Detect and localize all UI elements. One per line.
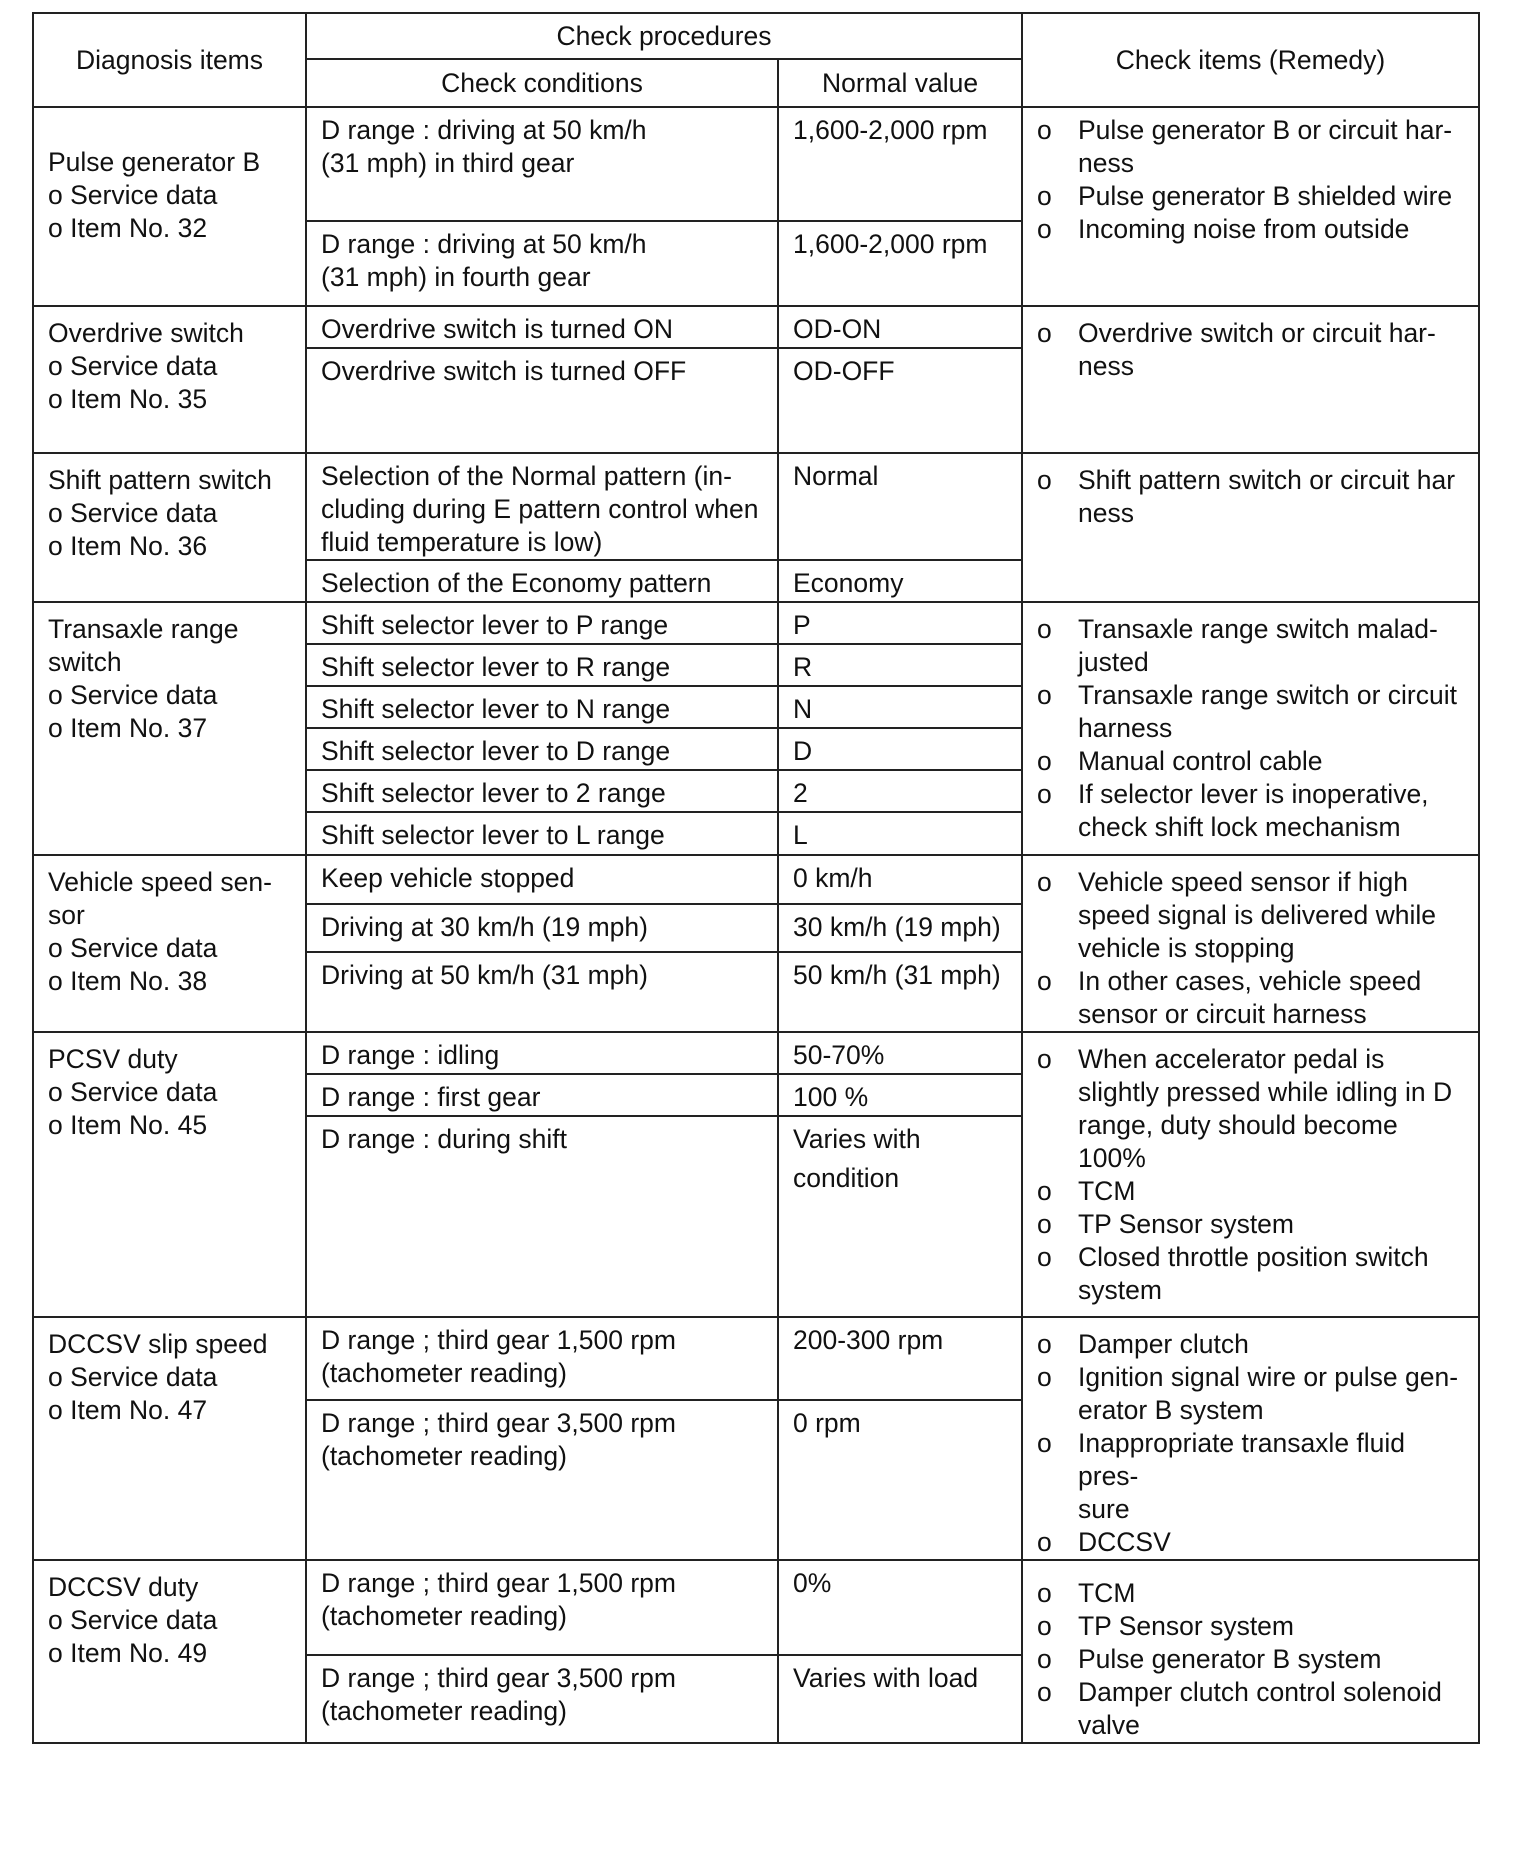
condition-line: Selection of the Economy pattern <box>321 568 712 598</box>
normal-value-cell <box>778 644 1022 686</box>
header-normal-value: Normal value <box>778 59 1022 107</box>
normal-value-cell <box>778 453 1022 560</box>
bullet-marker: o <box>1037 1044 1052 1074</box>
condition-line: Shift selector lever to L range <box>321 820 665 850</box>
remedy-line: TP Sensor system <box>1078 1611 1294 1641</box>
diagnosis-cell <box>33 306 306 453</box>
diagnosis-cell <box>33 1317 306 1560</box>
condition-line: D range ; third gear 1,500 rpm <box>321 1568 676 1598</box>
check-condition-cell <box>306 1116 778 1317</box>
remedy-text <box>1078 679 1464 745</box>
remedy-line: speed signal is delivered while <box>1078 900 1436 930</box>
normal-value-cell <box>778 107 1022 221</box>
normal-value-cell <box>778 221 1022 306</box>
remedy-item <box>1037 1643 1464 1676</box>
remedy-line: Transaxle range switch malad- <box>1078 614 1438 644</box>
diagnosis-line: o Item No. 32 <box>48 213 208 243</box>
diagnosis-line: o Item No. 37 <box>48 713 208 743</box>
condition-line: Shift selector lever to P range <box>321 610 669 640</box>
value-line: D <box>793 736 813 766</box>
remedy-item <box>1037 1577 1464 1610</box>
value-line: 0 km/h <box>793 863 873 893</box>
check-condition-cell <box>306 686 778 728</box>
bullet-marker: o <box>1037 1578 1052 1608</box>
value-line: N <box>793 694 813 724</box>
diagnosis-cell <box>33 1032 306 1317</box>
remedy-item <box>1037 679 1464 745</box>
diagnosis-table <box>32 12 1480 1744</box>
condition-line: cluding during E pattern control when <box>321 494 759 524</box>
bullet-marker: o <box>1037 746 1052 776</box>
remedy-item <box>1037 1610 1464 1643</box>
diagnosis-cell <box>33 602 306 855</box>
condition-line: D range : driving at 50 km/h <box>321 115 647 145</box>
diagnosis-line: o Item No. 38 <box>48 966 208 996</box>
remedy-item <box>1037 114 1464 180</box>
check-condition-cell <box>306 728 778 770</box>
table-row <box>33 1032 1479 1074</box>
check-condition-cell <box>306 952 778 1032</box>
remedy-cell <box>1022 107 1479 306</box>
diagnosis-line: o Service data <box>48 498 218 528</box>
condition-line: D range ; third gear 1,500 rpm <box>321 1325 676 1355</box>
value-line: condition <box>793 1163 900 1193</box>
value-line: 2 <box>793 778 808 808</box>
remedy-line: vehicle is stopping <box>1078 933 1295 963</box>
remedy-cell <box>1022 453 1479 602</box>
bullet-marker: o <box>1037 1677 1052 1707</box>
bullet-marker: o <box>1037 1209 1052 1239</box>
header-check-procedures: Check procedures <box>306 13 1022 59</box>
remedy-text <box>1078 1175 1464 1208</box>
check-condition-cell <box>306 602 778 644</box>
value-line: L <box>793 820 808 850</box>
normal-value-cell <box>778 952 1022 1032</box>
value-line: 200-300 rpm <box>793 1325 944 1355</box>
diagnosis-line: switch <box>48 647 122 677</box>
check-condition-cell <box>306 1032 778 1074</box>
remedy-line: 100% <box>1078 1143 1146 1173</box>
diagnosis-line: o Item No. 45 <box>48 1110 208 1140</box>
remedy-item <box>1037 1241 1464 1307</box>
remedy-line: In other cases, vehicle speed <box>1078 966 1422 996</box>
remedy-line: Damper clutch <box>1078 1329 1249 1359</box>
remedy-item <box>1037 1328 1464 1361</box>
remedy-line: Pulse generator B or circuit har- <box>1078 115 1453 145</box>
value-line: Varies with <box>793 1124 921 1154</box>
normal-value-cell <box>778 855 1022 904</box>
condition-line: fluid temperature is low) <box>321 527 603 557</box>
condition-line: D range : first gear <box>321 1082 541 1112</box>
condition-line: (tachometer reading) <box>321 1441 567 1472</box>
table-body <box>33 107 1479 1743</box>
remedy-line: Ignition signal wire or pulse gen- <box>1078 1362 1459 1392</box>
condition-line: (tachometer reading) <box>321 1601 567 1631</box>
condition-line: D range : idling <box>321 1040 500 1070</box>
remedy-item <box>1037 965 1464 1031</box>
remedy-text <box>1078 745 1464 778</box>
check-condition-cell <box>306 1074 778 1116</box>
check-condition-cell <box>306 560 778 602</box>
remedy-line: Incoming noise from outside <box>1078 214 1410 244</box>
remedy-line: Shift pattern switch or circuit har <box>1078 465 1456 495</box>
normal-value-cell <box>778 1116 1022 1317</box>
bullet-marker: o <box>1037 966 1052 996</box>
remedy-line: erator B system <box>1078 1395 1264 1425</box>
remedy-item <box>1037 1043 1464 1175</box>
remedy-text <box>1078 180 1464 213</box>
remedy-cell <box>1022 1317 1479 1560</box>
remedy-item <box>1037 464 1464 530</box>
remedy-item <box>1037 1208 1464 1241</box>
remedy-item <box>1037 180 1464 213</box>
condition-line: (31 mph) in fourth gear <box>321 262 591 292</box>
check-condition-cell <box>306 855 778 904</box>
diagnosis-cell <box>33 453 306 602</box>
remedy-line: Closed throttle position switch <box>1078 1242 1429 1272</box>
remedy-line: slightly pressed while idling in D <box>1078 1077 1453 1107</box>
bullet-marker: o <box>1037 867 1052 897</box>
normal-value-cell <box>778 728 1022 770</box>
bullet-marker: o <box>1037 214 1052 244</box>
bullet-marker: o <box>1037 1242 1052 1272</box>
check-condition-cell <box>306 1317 778 1400</box>
remedy-line: Damper clutch control solenoid <box>1078 1677 1442 1707</box>
condition-line: Selection of the Normal pattern (in- <box>321 461 732 491</box>
table-row <box>33 1317 1479 1400</box>
value-line: 0% <box>793 1568 832 1598</box>
diagnosis-line: DCCSV duty <box>48 1572 199 1602</box>
remedy-item <box>1037 1676 1464 1742</box>
remedy-text <box>1078 1643 1464 1676</box>
remedy-text <box>1078 1577 1464 1610</box>
normal-value-cell <box>778 904 1022 953</box>
remedy-text <box>1078 1676 1464 1742</box>
remedy-line: range, duty should become <box>1078 1110 1398 1140</box>
remedy-line: Transaxle range switch or circuit <box>1078 680 1457 710</box>
remedy-line: check shift lock mechanism <box>1078 812 1401 842</box>
remedy-line: Manual control cable <box>1078 746 1323 776</box>
bullet-marker: o <box>1037 1176 1052 1206</box>
remedy-item <box>1037 745 1464 778</box>
remedy-text <box>1078 866 1464 965</box>
value-line: 50 km/h (31 mph) <box>793 960 1001 991</box>
value-line: Economy <box>793 568 904 598</box>
normal-value-cell <box>778 602 1022 644</box>
remedy-line: Overdrive switch or circuit har- <box>1078 318 1436 348</box>
value-line: Normal <box>793 461 879 491</box>
remedy-item <box>1037 1526 1464 1559</box>
bullet-marker: o <box>1037 318 1052 348</box>
check-condition-cell <box>306 644 778 686</box>
check-condition-cell <box>306 221 778 306</box>
check-condition-cell <box>306 812 778 855</box>
remedy-line: harness <box>1078 713 1173 743</box>
normal-value-cell <box>778 306 1022 348</box>
bullet-marker: o <box>1037 115 1052 145</box>
remedy-cell <box>1022 1560 1479 1743</box>
condition-line: Driving at 50 km/h (31 mph) <box>321 960 648 991</box>
bullet-marker: o <box>1037 1644 1052 1674</box>
remedy-text <box>1078 613 1464 679</box>
remedy-line: valve <box>1078 1710 1140 1740</box>
value-line: 30 km/h (19 mph) <box>793 911 1001 942</box>
remedy-text <box>1078 1427 1464 1526</box>
diagnosis-line: Shift pattern switch <box>48 465 272 495</box>
check-condition-cell <box>306 770 778 812</box>
value-line: 50-70% <box>793 1040 885 1070</box>
diagnosis-line: o Service data <box>48 1605 218 1635</box>
remedy-text <box>1078 965 1464 1031</box>
normal-value-cell <box>778 770 1022 812</box>
condition-line: Overdrive switch is turned OFF <box>321 356 687 386</box>
remedy-cell <box>1022 602 1479 855</box>
normal-value-cell <box>778 686 1022 728</box>
remedy-line: justed <box>1078 647 1149 677</box>
diagnosis-line: o Service data <box>48 933 218 963</box>
check-condition-cell <box>306 107 778 221</box>
table-row <box>33 306 1479 348</box>
remedy-text <box>1078 1208 1464 1241</box>
diagnosis-line: o Item No. 47 <box>48 1395 208 1425</box>
remedy-text <box>1078 1328 1464 1361</box>
value-line: OD-ON <box>793 314 882 344</box>
bullet-marker: o <box>1037 680 1052 710</box>
remedy-text <box>1078 1361 1464 1427</box>
bullet-marker: o <box>1037 614 1052 644</box>
remedy-line: ness <box>1078 148 1134 178</box>
value-line: 1,600-2,000 rpm <box>793 115 988 145</box>
condition-line: Shift selector lever to 2 range <box>321 778 666 808</box>
normal-value-cell <box>778 1317 1022 1400</box>
header-check-items: Check items (Remedy) <box>1022 13 1479 107</box>
remedy-line: DCCSV <box>1078 1527 1171 1557</box>
normal-value-cell <box>778 1400 1022 1560</box>
diagnosis-line: o Service data <box>48 351 218 381</box>
remedy-text <box>1078 1526 1464 1559</box>
value-line: Varies with load <box>793 1663 979 1694</box>
diagnosis-line: sor <box>48 900 85 930</box>
bullet-marker: o <box>1037 1611 1052 1641</box>
diagnosis-line: Overdrive switch <box>48 318 244 348</box>
value-line: R <box>793 652 813 682</box>
value-line: P <box>793 610 811 640</box>
diagnosis-cell <box>33 1560 306 1743</box>
condition-line: Shift selector lever to D range <box>321 736 671 766</box>
diagnosis-line: o Item No. 49 <box>48 1638 208 1668</box>
check-condition-cell <box>306 1560 778 1655</box>
table-row <box>33 107 1479 221</box>
normal-value-cell <box>778 1560 1022 1655</box>
remedy-line: sensor or circuit harness <box>1078 999 1367 1029</box>
normal-value-cell <box>778 348 1022 453</box>
remedy-line: TCM <box>1078 1176 1136 1206</box>
remedy-text <box>1078 1043 1464 1175</box>
bullet-marker: o <box>1037 1362 1052 1392</box>
normal-value-cell <box>778 1032 1022 1074</box>
remedy-text <box>1078 1241 1464 1307</box>
table-row <box>33 453 1479 560</box>
check-condition-cell <box>306 1655 778 1743</box>
remedy-line: ness <box>1078 351 1134 381</box>
remedy-cell <box>1022 306 1479 453</box>
normal-value-cell <box>778 1655 1022 1743</box>
diagnosis-line: DCCSV slip speed <box>48 1329 268 1359</box>
normal-value-cell <box>778 1074 1022 1116</box>
condition-line: (31 mph) in third gear <box>321 148 575 178</box>
diagnosis-line: Vehicle speed sen- <box>48 867 272 897</box>
table-row <box>33 855 1479 904</box>
remedy-text <box>1078 213 1464 246</box>
remedy-line: Inappropriate transaxle fluid pres- <box>1078 1428 1406 1491</box>
remedy-item <box>1037 213 1464 246</box>
condition-line: Driving at 30 km/h (19 mph) <box>321 911 648 942</box>
remedy-item <box>1037 1361 1464 1427</box>
header-check-conditions: Check conditions <box>306 59 778 107</box>
remedy-text <box>1078 464 1464 530</box>
check-condition-cell <box>306 348 778 453</box>
remedy-line: If selector lever is inoperative, <box>1078 779 1429 809</box>
condition-line: Shift selector lever to N range <box>321 694 671 724</box>
value-line: 1,600-2,000 rpm <box>793 229 988 259</box>
remedy-line: TCM <box>1078 1578 1136 1608</box>
condition-line: (tachometer reading) <box>321 1696 567 1727</box>
remedy-cell <box>1022 1032 1479 1317</box>
remedy-text <box>1078 317 1464 383</box>
diagnosis-cell <box>33 107 306 306</box>
condition-line: D range ; third gear 3,500 rpm <box>321 1408 676 1439</box>
condition-line: (tachometer reading) <box>321 1358 567 1388</box>
condition-line: Overdrive switch is turned ON <box>321 314 673 344</box>
diagnosis-line: o Service data <box>48 680 218 710</box>
diagnosis-line: o Service data <box>48 1362 218 1392</box>
value-line: 0 rpm <box>793 1408 861 1439</box>
spec-sheet <box>32 12 1478 1744</box>
remedy-line: Vehicle speed sensor if high <box>1078 867 1408 897</box>
remedy-item <box>1037 866 1464 965</box>
diagnosis-line: Pulse generator B <box>48 147 261 177</box>
bullet-marker: o <box>1037 1428 1052 1458</box>
remedy-item <box>1037 1427 1464 1526</box>
remedy-line: sure <box>1078 1494 1130 1524</box>
remedy-line: Pulse generator B system <box>1078 1644 1382 1674</box>
bullet-marker: o <box>1037 1527 1052 1557</box>
condition-line: D range : driving at 50 km/h <box>321 229 647 259</box>
diagnosis-line: Transaxle range <box>48 614 239 644</box>
check-condition-cell <box>306 1400 778 1560</box>
header-diagnosis-items: Diagnosis items <box>33 13 306 107</box>
check-condition-cell <box>306 453 778 560</box>
remedy-item <box>1037 317 1464 383</box>
value-line: 100 % <box>793 1082 869 1112</box>
bullet-marker: o <box>1037 1329 1052 1359</box>
diagnosis-line: o Item No. 36 <box>48 531 208 561</box>
diagnosis-line: o Service data <box>48 180 218 210</box>
remedy-line: system <box>1078 1275 1162 1305</box>
check-condition-cell <box>306 306 778 348</box>
value-line: OD-OFF <box>793 356 895 386</box>
remedy-line: TP Sensor system <box>1078 1209 1294 1239</box>
remedy-line: ness <box>1078 498 1134 528</box>
remedy-cell <box>1022 855 1479 1032</box>
condition-line: D range ; third gear 3,500 rpm <box>321 1663 676 1694</box>
table-row <box>33 1560 1479 1655</box>
bullet-marker: o <box>1037 779 1052 809</box>
condition-line: Keep vehicle stopped <box>321 863 575 893</box>
remedy-item <box>1037 1175 1464 1208</box>
check-condition-cell <box>306 904 778 953</box>
remedy-text <box>1078 114 1464 180</box>
remedy-text <box>1078 1610 1464 1643</box>
diagnosis-line: PCSV duty <box>48 1044 178 1074</box>
diagnosis-cell <box>33 855 306 1032</box>
diagnosis-line: o Item No. 35 <box>48 384 208 414</box>
remedy-line: When accelerator pedal is <box>1078 1044 1385 1074</box>
remedy-line: Pulse generator B shielded wire <box>1078 181 1453 211</box>
condition-line: D range : during shift <box>321 1124 567 1154</box>
remedy-text <box>1078 778 1464 844</box>
remedy-item <box>1037 613 1464 679</box>
table-row <box>33 602 1479 644</box>
condition-line: Shift selector lever to R range <box>321 652 671 682</box>
normal-value-cell <box>778 560 1022 602</box>
bullet-marker: o <box>1037 181 1052 211</box>
diagnosis-line: o Service data <box>48 1077 218 1107</box>
remedy-item <box>1037 778 1464 844</box>
bullet-marker: o <box>1037 465 1052 495</box>
normal-value-cell <box>778 812 1022 855</box>
